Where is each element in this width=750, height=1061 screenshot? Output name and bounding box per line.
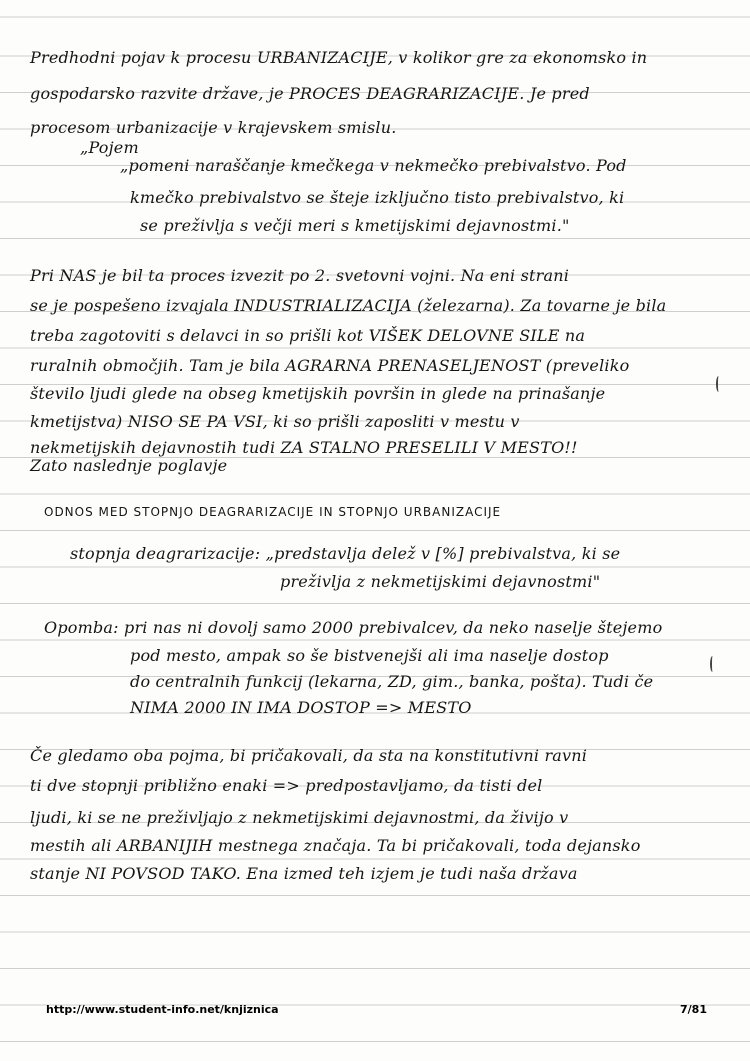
- handwritten-line: kmetijstva) NISO SE PA VSI, ki so prišli zaposliti v mestu v: [30, 412, 520, 431]
- handwritten-line: število ljudi glede na obseg kmetijskih površin in glede na prinašanje: [30, 384, 606, 403]
- handwritten-line: Zato naslednje poglavje: [30, 456, 228, 475]
- handwritten-line: se preživlja s večji meri s kmetijskimi dejavnostmi.": [140, 216, 570, 235]
- handwritten-line: Opomba: pri nas ni dovolj samo 2000 prebivalcev, da neko naselje štejemo: [44, 618, 663, 637]
- handwritten-line: stopnja deagrarizacije: „predstavlja delež v [%] prebivalstva, ki se: [70, 544, 621, 563]
- handwritten-line: ljudi, ki se ne preživljajo z nekmetijskimi dejavnostmi, da živijo v: [30, 808, 569, 827]
- margin-mark: [710, 656, 715, 672]
- handwritten-line: ti dve stopnji približno enaki => predpostavljamo, da tisti del: [30, 776, 543, 795]
- handwritten-line: gospodarsko razvite države, je PROCES DEAGRARIZACIJE. Je pred: [30, 84, 590, 103]
- handwritten-line: pod mesto, ampak so še bistvenejši ali ima naselje dostop: [130, 646, 609, 665]
- handwritten-line: mestih ali ARBANIJIH mestnega značaja. Ta bi pričakovali, toda dejansko: [30, 836, 641, 855]
- handwritten-line: stanje NI POVSOD TAKO. Ena izmed teh izjem je tudi naša država: [30, 864, 578, 883]
- handwritten-line: ruralnih območjih. Tam je bila AGRARNA PRENASELJENOST (preveliko: [30, 356, 630, 375]
- handwritten-line: nekmetijskih dejavnostih tudi ZA STALNO PRESELILI V MESTO!!: [30, 438, 578, 457]
- handwritten-line: NIMA 2000 IN IMA DOSTOP => MESTO: [130, 698, 472, 717]
- handwritten-line: „Pojem: [80, 138, 139, 157]
- section-heading: ODNOS MED STOPNJO DEAGRARIZACIJE IN STOPNJO URBANIZACIJE: [44, 505, 502, 519]
- handwritten-line: treba zagotoviti s delavci in so prišli kot VIŠEK DELOVNE SILE na: [30, 326, 586, 345]
- handwritten-line: „pomeni naraščanje kmečkega v nekmečko prebivalstvo. Pod: [120, 156, 627, 175]
- handwritten-line: Predhodni pojav k procesu URBANIZACIJE, v kolikor gre za ekonomsko in: [30, 48, 648, 67]
- handwritten-line: procesom urbanizacije v krajevskem smislu.: [30, 118, 397, 137]
- handwritten-line: kmečko prebivalstvo se šteje izključno tisto prebivalstvo, ki: [130, 188, 625, 207]
- handwritten-line: Če gledamo oba pojma, bi pričakovali, da sta na konstitutivni ravni: [30, 746, 588, 765]
- handwritten-line: preživlja z nekmetijskimi dejavnostmi": [280, 572, 601, 591]
- page-number: 7/81: [680, 1003, 707, 1016]
- footer-url: http://www.student-info.net/knjiznica: [46, 1003, 279, 1016]
- handwritten-line: do centralnih funkcij (lekarna, ZD, gim., banka, pošta). Tudi če: [130, 672, 654, 691]
- handwritten-line: se je pospešeno izvajala INDUSTRIALIZACIJA (železarna). Za tovarne je bila: [30, 296, 667, 315]
- handwritten-line: Pri NAS je bil ta proces izvezit po 2. svetovni vojni. Na eni strani: [30, 266, 570, 285]
- margin-mark: [716, 376, 721, 392]
